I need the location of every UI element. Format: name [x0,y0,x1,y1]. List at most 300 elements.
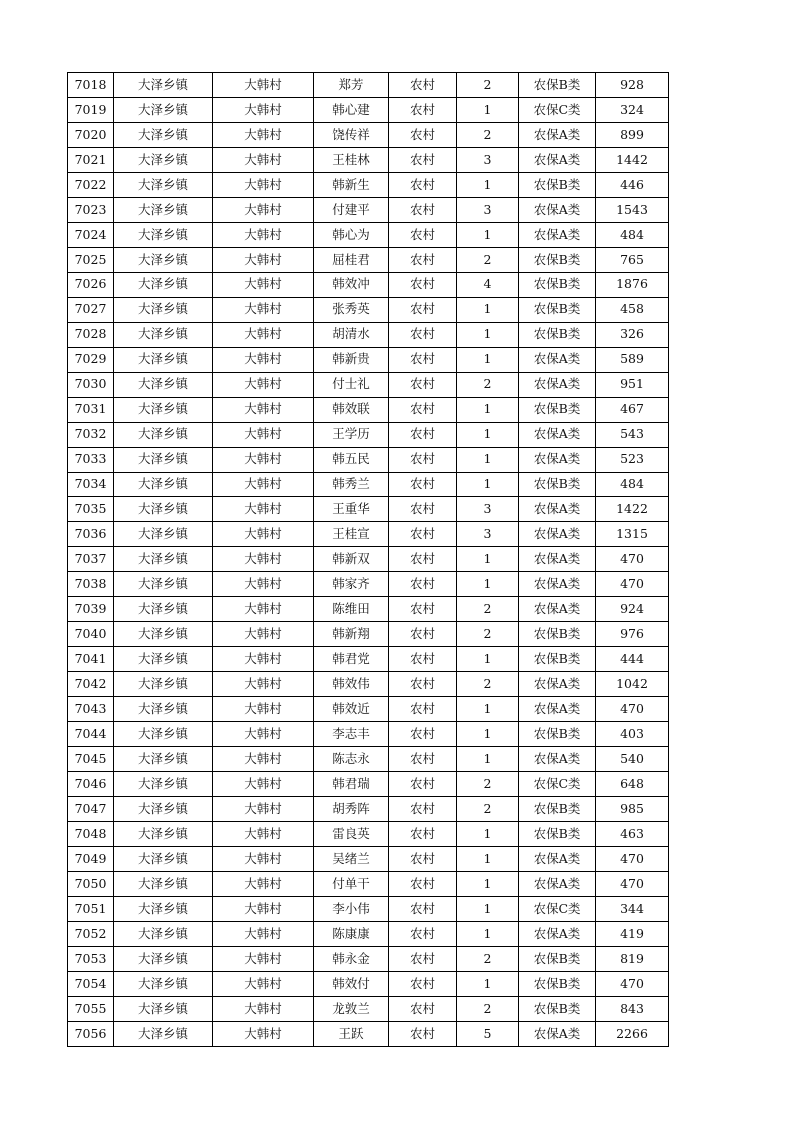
insurance-category-cell: 农保B类 [519,946,596,971]
record-id-cell: 7031 [68,397,114,422]
record-id-cell: 7054 [68,971,114,996]
household-type-cell: 农村 [389,297,457,322]
amount-cell: 589 [596,347,669,372]
name-cell: 韩新双 [314,547,389,572]
household-type-cell: 农村 [389,822,457,847]
table-row [68,522,669,547]
member-count-cell: 1 [457,547,519,572]
record-id-cell: 7022 [68,172,114,197]
insurance-category-cell: 农保C类 [519,97,596,122]
household-type-cell: 农村 [389,122,457,147]
table-row [68,297,669,322]
table-row [68,547,669,572]
table-row [68,722,669,747]
household-type-cell: 农村 [389,697,457,722]
insurance-category-cell: 农保B类 [519,722,596,747]
insurance-category-cell: 农保A类 [519,522,596,547]
name-cell: 韩永金 [314,946,389,971]
amount-cell: 1315 [596,522,669,547]
record-id-cell: 7023 [68,197,114,222]
name-cell: 韩效付 [314,971,389,996]
record-id-cell: 7045 [68,747,114,772]
table-row [68,672,669,697]
record-id-cell: 7042 [68,672,114,697]
amount-cell: 928 [596,73,669,98]
member-count-cell: 1 [457,847,519,872]
amount-cell: 467 [596,397,669,422]
name-cell: 陈康康 [314,921,389,946]
amount-cell: 1543 [596,197,669,222]
insurance-category-cell: 农保B类 [519,272,596,297]
household-type-cell: 农村 [389,722,457,747]
record-id-cell: 7048 [68,822,114,847]
table-row [68,247,669,272]
table-row [68,971,669,996]
record-id-cell: 7035 [68,497,114,522]
record-id-cell: 7026 [68,272,114,297]
table-row [68,946,669,971]
village-cell: 大韩村 [213,1021,314,1046]
amount-cell: 924 [596,597,669,622]
insurance-category-cell: 农保B类 [519,322,596,347]
insurance-category-cell: 农保C类 [519,772,596,797]
record-id-cell: 7046 [68,772,114,797]
township-cell: 大泽乡镇 [114,472,213,497]
insurance-category-cell: 农保A类 [519,422,596,447]
township-cell: 大泽乡镇 [114,322,213,347]
name-cell: 王重华 [314,497,389,522]
insurance-category-cell: 农保A类 [519,872,596,897]
village-cell: 大韩村 [213,522,314,547]
amount-cell: 899 [596,122,669,147]
member-count-cell: 2 [457,597,519,622]
township-cell: 大泽乡镇 [114,697,213,722]
household-type-cell: 农村 [389,772,457,797]
household-type-cell: 农村 [389,597,457,622]
village-cell: 大韩村 [213,747,314,772]
insurance-category-cell: 农保A类 [519,197,596,222]
member-count-cell: 1 [457,872,519,897]
township-cell: 大泽乡镇 [114,222,213,247]
table-row [68,497,669,522]
household-type-cell: 农村 [389,447,457,472]
name-cell: 胡清水 [314,322,389,347]
township-cell: 大泽乡镇 [114,946,213,971]
township-cell: 大泽乡镇 [114,797,213,822]
household-type-cell: 农村 [389,946,457,971]
household-type-cell: 农村 [389,497,457,522]
record-id-cell: 7040 [68,622,114,647]
table-row [68,347,669,372]
record-id-cell: 7037 [68,547,114,572]
village-cell: 大韩村 [213,697,314,722]
record-id-cell: 7019 [68,97,114,122]
table-row [68,322,669,347]
member-count-cell: 1 [457,172,519,197]
township-cell: 大泽乡镇 [114,647,213,672]
member-count-cell: 2 [457,122,519,147]
household-type-cell: 农村 [389,1021,457,1046]
amount-cell: 1442 [596,147,669,172]
amount-cell: 976 [596,622,669,647]
member-count-cell: 2 [457,73,519,98]
insurance-category-cell: 农保A类 [519,547,596,572]
village-cell: 大韩村 [213,921,314,946]
name-cell: 李志丰 [314,722,389,747]
township-cell: 大泽乡镇 [114,572,213,597]
household-type-cell: 农村 [389,147,457,172]
household-type-cell: 农村 [389,247,457,272]
household-type-cell: 农村 [389,896,457,921]
name-cell: 付建平 [314,197,389,222]
name-cell: 韩家齐 [314,572,389,597]
member-count-cell: 2 [457,996,519,1021]
household-type-cell: 农村 [389,672,457,697]
record-id-cell: 7021 [68,147,114,172]
township-cell: 大泽乡镇 [114,297,213,322]
township-cell: 大泽乡镇 [114,722,213,747]
table-row [68,772,669,797]
record-id-cell: 7053 [68,946,114,971]
amount-cell: 648 [596,772,669,797]
household-type-cell: 农村 [389,372,457,397]
name-cell: 付单干 [314,872,389,897]
record-id-cell: 7041 [68,647,114,672]
insurance-category-cell: 农保B类 [519,247,596,272]
member-count-cell: 1 [457,971,519,996]
village-cell: 大韩村 [213,497,314,522]
member-count-cell: 1 [457,572,519,597]
household-type-cell: 农村 [389,222,457,247]
township-cell: 大泽乡镇 [114,272,213,297]
member-count-cell: 2 [457,672,519,697]
household-type-cell: 农村 [389,73,457,98]
amount-cell: 2266 [596,1021,669,1046]
household-type-cell: 农村 [389,971,457,996]
member-count-cell: 1 [457,322,519,347]
table-row [68,747,669,772]
township-cell: 大泽乡镇 [114,872,213,897]
member-count-cell: 3 [457,522,519,547]
amount-cell: 403 [596,722,669,747]
table-row [68,147,669,172]
village-cell: 大韩村 [213,297,314,322]
member-count-cell: 2 [457,372,519,397]
member-count-cell: 1 [457,347,519,372]
name-cell: 韩心建 [314,97,389,122]
record-id-cell: 7047 [68,797,114,822]
amount-cell: 985 [596,797,669,822]
name-cell: 韩效近 [314,697,389,722]
table-row [68,422,669,447]
amount-cell: 951 [596,372,669,397]
name-cell: 王桂宣 [314,522,389,547]
township-cell: 大泽乡镇 [114,772,213,797]
household-type-cell: 农村 [389,422,457,447]
village-cell: 大韩村 [213,322,314,347]
township-cell: 大泽乡镇 [114,347,213,372]
amount-cell: 419 [596,921,669,946]
table-row [68,172,669,197]
name-cell: 韩新翔 [314,622,389,647]
village-cell: 大韩村 [213,622,314,647]
record-id-cell: 7032 [68,422,114,447]
village-cell: 大韩村 [213,147,314,172]
amount-cell: 458 [596,297,669,322]
table-row [68,97,669,122]
household-type-cell: 农村 [389,272,457,297]
amount-cell: 344 [596,896,669,921]
township-cell: 大泽乡镇 [114,397,213,422]
township-cell: 大泽乡镇 [114,522,213,547]
member-count-cell: 1 [457,896,519,921]
village-cell: 大韩村 [213,847,314,872]
village-cell: 大韩村 [213,447,314,472]
household-type-cell: 农村 [389,797,457,822]
township-cell: 大泽乡镇 [114,247,213,272]
village-cell: 大韩村 [213,971,314,996]
table-row [68,447,669,472]
village-cell: 大韩村 [213,172,314,197]
insurance-category-cell: 农保A类 [519,847,596,872]
table-row [68,122,669,147]
township-cell: 大泽乡镇 [114,197,213,222]
insurance-category-cell: 农保A类 [519,347,596,372]
village-cell: 大韩村 [213,822,314,847]
insurance-category-cell: 农保B类 [519,822,596,847]
name-cell: 韩效联 [314,397,389,422]
name-cell: 韩五民 [314,447,389,472]
amount-cell: 819 [596,946,669,971]
township-cell: 大泽乡镇 [114,921,213,946]
amount-cell: 446 [596,172,669,197]
insurance-category-cell: 农保B类 [519,971,596,996]
amount-cell: 470 [596,971,669,996]
township-cell: 大泽乡镇 [114,996,213,1021]
village-cell: 大韩村 [213,422,314,447]
amount-cell: 470 [596,872,669,897]
amount-cell: 470 [596,572,669,597]
village-cell: 大韩村 [213,247,314,272]
township-cell: 大泽乡镇 [114,747,213,772]
village-cell: 大韩村 [213,547,314,572]
record-id-cell: 7039 [68,597,114,622]
village-cell: 大韩村 [213,672,314,697]
name-cell: 胡秀阵 [314,797,389,822]
name-cell: 韩君瑞 [314,772,389,797]
village-cell: 大韩村 [213,73,314,98]
name-cell: 韩秀兰 [314,472,389,497]
township-cell: 大泽乡镇 [114,97,213,122]
household-type-cell: 农村 [389,622,457,647]
village-cell: 大韩村 [213,197,314,222]
amount-cell: 1422 [596,497,669,522]
insurance-category-cell: 农保B类 [519,73,596,98]
member-count-cell: 1 [457,647,519,672]
insurance-category-cell: 农保A类 [519,222,596,247]
household-type-cell: 农村 [389,647,457,672]
member-count-cell: 3 [457,497,519,522]
name-cell: 张秀英 [314,297,389,322]
name-cell: 龙敦兰 [314,996,389,1021]
household-type-cell: 农村 [389,347,457,372]
insurance-category-cell: 农保A类 [519,122,596,147]
member-count-cell: 1 [457,921,519,946]
insurance-category-cell: 农保B类 [519,797,596,822]
table-row [68,73,669,98]
township-cell: 大泽乡镇 [114,172,213,197]
insurance-category-cell: 农保A类 [519,1021,596,1046]
name-cell: 郑芳 [314,73,389,98]
amount-cell: 470 [596,847,669,872]
table-row [68,272,669,297]
household-type-cell: 农村 [389,872,457,897]
township-cell: 大泽乡镇 [114,896,213,921]
record-id-cell: 7051 [68,896,114,921]
household-type-cell: 农村 [389,747,457,772]
village-cell: 大韩村 [213,122,314,147]
name-cell: 李小伟 [314,896,389,921]
insurance-category-cell: 农保B类 [519,297,596,322]
name-cell: 韩效冲 [314,272,389,297]
table-row [68,697,669,722]
village-cell: 大韩村 [213,272,314,297]
village-cell: 大韩村 [213,797,314,822]
amount-cell: 324 [596,97,669,122]
village-cell: 大韩村 [213,772,314,797]
amount-cell: 1876 [596,272,669,297]
name-cell: 王桂林 [314,147,389,172]
table-row [68,572,669,597]
insurance-category-cell: 农保A类 [519,747,596,772]
township-cell: 大泽乡镇 [114,672,213,697]
insurance-category-cell: 农保A类 [519,697,596,722]
table-row [68,847,669,872]
insurance-category-cell: 农保A类 [519,572,596,597]
table-row [68,797,669,822]
amount-cell: 1042 [596,672,669,697]
household-type-cell: 农村 [389,172,457,197]
township-cell: 大泽乡镇 [114,122,213,147]
record-id-cell: 7029 [68,347,114,372]
member-count-cell: 5 [457,1021,519,1046]
record-id-cell: 7027 [68,297,114,322]
insurance-category-cell: 农保A类 [519,672,596,697]
township-cell: 大泽乡镇 [114,597,213,622]
insurance-category-cell: 农保A类 [519,921,596,946]
name-cell: 王跃 [314,1021,389,1046]
record-id-cell: 7020 [68,122,114,147]
name-cell: 韩效伟 [314,672,389,697]
insurance-category-cell: 农保A类 [519,147,596,172]
insurance-category-cell: 农保B类 [519,397,596,422]
insurance-category-cell: 农保A类 [519,497,596,522]
amount-cell: 470 [596,697,669,722]
household-type-cell: 农村 [389,847,457,872]
member-count-cell: 1 [457,422,519,447]
record-id-cell: 7034 [68,472,114,497]
member-count-cell: 1 [457,297,519,322]
name-cell: 付士礼 [314,372,389,397]
table-row [68,822,669,847]
village-cell: 大韩村 [213,872,314,897]
village-cell: 大韩村 [213,597,314,622]
township-cell: 大泽乡镇 [114,622,213,647]
insurance-category-cell: 农保B类 [519,622,596,647]
name-cell: 韩君党 [314,647,389,672]
name-cell: 王学历 [314,422,389,447]
record-id-cell: 7052 [68,921,114,946]
table-row [68,472,669,497]
insurance-category-cell: 农保B类 [519,996,596,1021]
village-cell: 大韩村 [213,572,314,597]
name-cell: 饶传祥 [314,122,389,147]
record-id-cell: 7044 [68,722,114,747]
amount-cell: 463 [596,822,669,847]
record-id-cell: 7036 [68,522,114,547]
household-type-cell: 农村 [389,397,457,422]
record-id-cell: 7028 [68,322,114,347]
township-cell: 大泽乡镇 [114,147,213,172]
table-row [68,622,669,647]
name-cell: 韩新生 [314,172,389,197]
village-cell: 大韩村 [213,996,314,1021]
record-id-cell: 7024 [68,222,114,247]
household-type-cell: 农村 [389,921,457,946]
table-row [68,397,669,422]
household-type-cell: 农村 [389,197,457,222]
table-row [68,597,669,622]
member-count-cell: 1 [457,97,519,122]
village-cell: 大韩村 [213,222,314,247]
record-id-cell: 7018 [68,73,114,98]
insurance-category-cell: 农保A类 [519,372,596,397]
member-count-cell: 1 [457,472,519,497]
village-cell: 大韩村 [213,372,314,397]
table-row [68,1021,669,1046]
records-table-body [68,73,669,1047]
insurance-category-cell: 农保A类 [519,597,596,622]
name-cell: 陈志永 [314,747,389,772]
member-count-cell: 3 [457,197,519,222]
member-count-cell: 1 [457,222,519,247]
amount-cell: 765 [596,247,669,272]
household-type-cell: 农村 [389,472,457,497]
amount-cell: 484 [596,472,669,497]
household-type-cell: 农村 [389,996,457,1021]
village-cell: 大韩村 [213,397,314,422]
insurance-category-cell: 农保C类 [519,896,596,921]
table-row [68,872,669,897]
member-count-cell: 1 [457,447,519,472]
household-type-cell: 农村 [389,97,457,122]
table-row [68,647,669,672]
table-row [68,197,669,222]
record-id-cell: 7050 [68,872,114,897]
member-count-cell: 3 [457,147,519,172]
household-type-cell: 农村 [389,572,457,597]
township-cell: 大泽乡镇 [114,73,213,98]
amount-cell: 326 [596,322,669,347]
member-count-cell: 4 [457,272,519,297]
table-row [68,222,669,247]
name-cell: 雷良英 [314,822,389,847]
amount-cell: 540 [596,747,669,772]
insurance-category-cell: 农保B类 [519,647,596,672]
record-id-cell: 7030 [68,372,114,397]
member-count-cell: 2 [457,622,519,647]
member-count-cell: 1 [457,722,519,747]
